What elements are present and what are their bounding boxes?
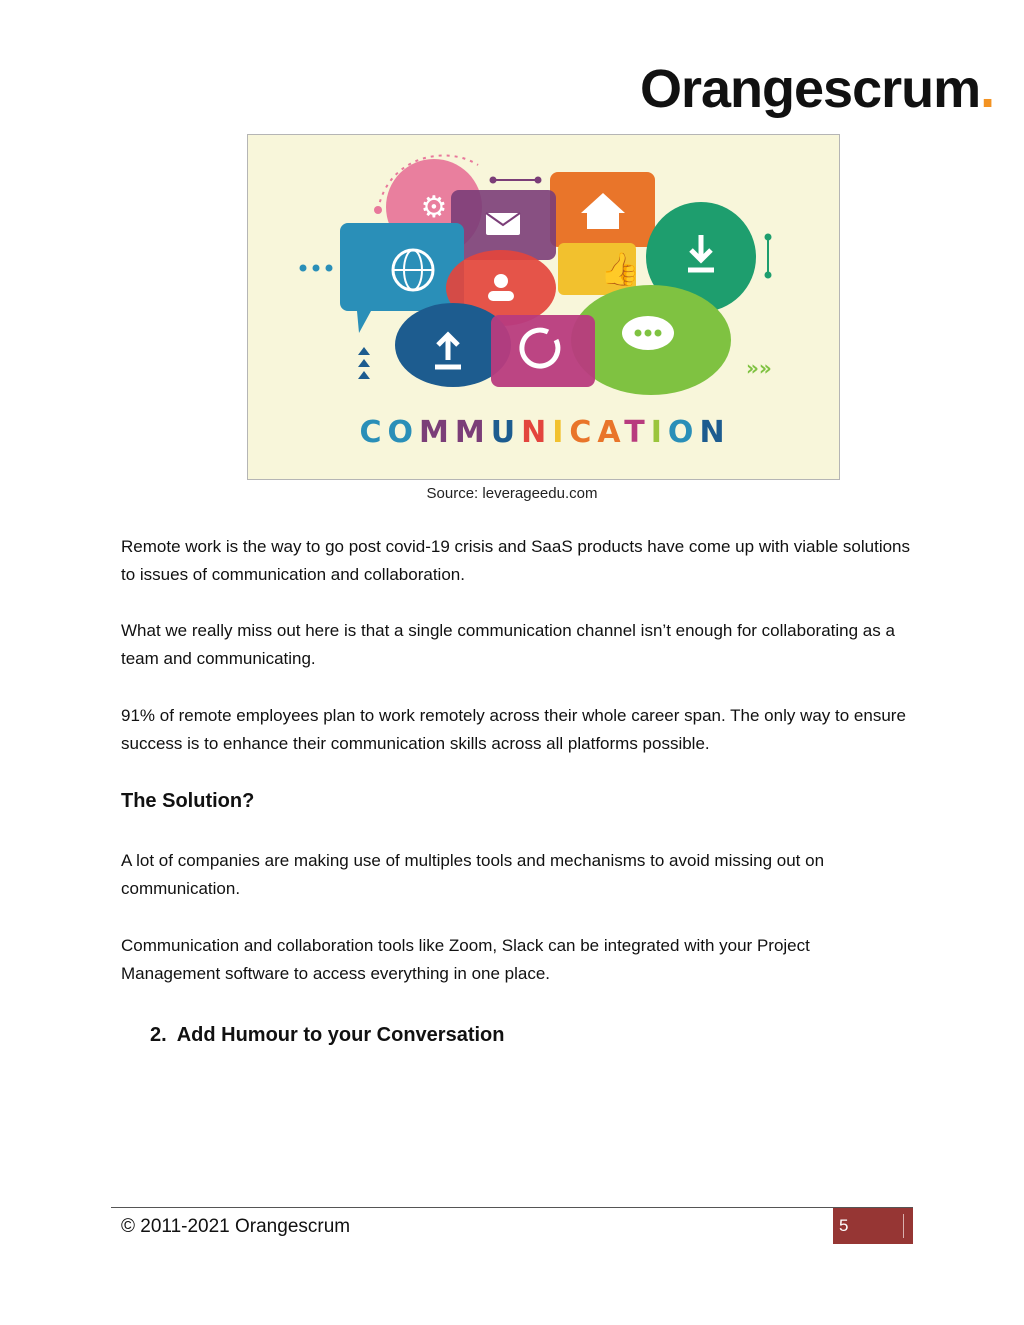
- communication-illustration: [247, 134, 840, 480]
- logo-text: Orangescrum: [640, 59, 981, 119]
- svg-text:COMMUNICATION: [359, 415, 730, 450]
- communication-letter: O: [667, 415, 700, 450]
- communication-letter: U: [490, 415, 522, 450]
- orangescrum-logo: [640, 59, 995, 119]
- communication-illustration-svg: [248, 135, 840, 480]
- section-number: 2.: [150, 1024, 167, 1046]
- communication-letter: A: [597, 415, 625, 450]
- communication-letter: I: [552, 415, 570, 450]
- communication-letter: M: [454, 415, 491, 450]
- paragraph-integration: Communication and collaboration tools like Zoom, Slack can be integrated with your Project Management software to access everything in one place.: [121, 936, 810, 983]
- gear-icon: ⚙: [420, 190, 448, 225]
- communication-letter: T: [624, 415, 651, 450]
- footer-copyright: © 2011-2021 Orangescrum: [121, 1216, 351, 1237]
- communication-letter: M: [418, 415, 455, 450]
- thumbs-up-icon: 👍: [600, 250, 640, 288]
- solution-heading: The Solution?: [121, 790, 255, 812]
- paragraph-single-channel: What we really miss out here is that a single communication channel isn’t enough for collaborating as a team and communicating.: [121, 621, 895, 668]
- communication-letter: N: [521, 415, 553, 450]
- communication-letter: N: [699, 415, 731, 450]
- paragraph-multiple-tools: A lot of companies are making use of multiples tools and mechanisms to avoid missing out on communication.: [121, 851, 825, 898]
- paragraph-remote-statistic: 91% of remote employees plan to work remotely across their whole career span. The only way to ensure success is to enhance their communication skills across all platforms possible.: [121, 706, 906, 753]
- footer-divider: [111, 1207, 913, 1208]
- users-icon: [494, 274, 508, 288]
- section-heading-humour: [150, 1024, 504, 1047]
- communication-letter: I: [650, 415, 668, 450]
- communication-letter: C: [569, 415, 598, 450]
- image-caption: Source: leverageedu.com: [426, 485, 598, 502]
- page-number-box: [833, 1208, 913, 1244]
- page-number: 5: [839, 1214, 904, 1238]
- communication-letter: O: [387, 415, 419, 450]
- logo-dot: .: [980, 59, 995, 119]
- paragraph-remote-work: Remote work is the way to go post covid-19 crisis and SaaS products have come up with viable solutions to issues of communication and collaboration.: [121, 537, 911, 584]
- svg-text:»»: »»: [746, 356, 772, 380]
- communication-letter: C: [359, 415, 388, 450]
- section-title: Add Humour to your Conversation: [176, 1024, 505, 1046]
